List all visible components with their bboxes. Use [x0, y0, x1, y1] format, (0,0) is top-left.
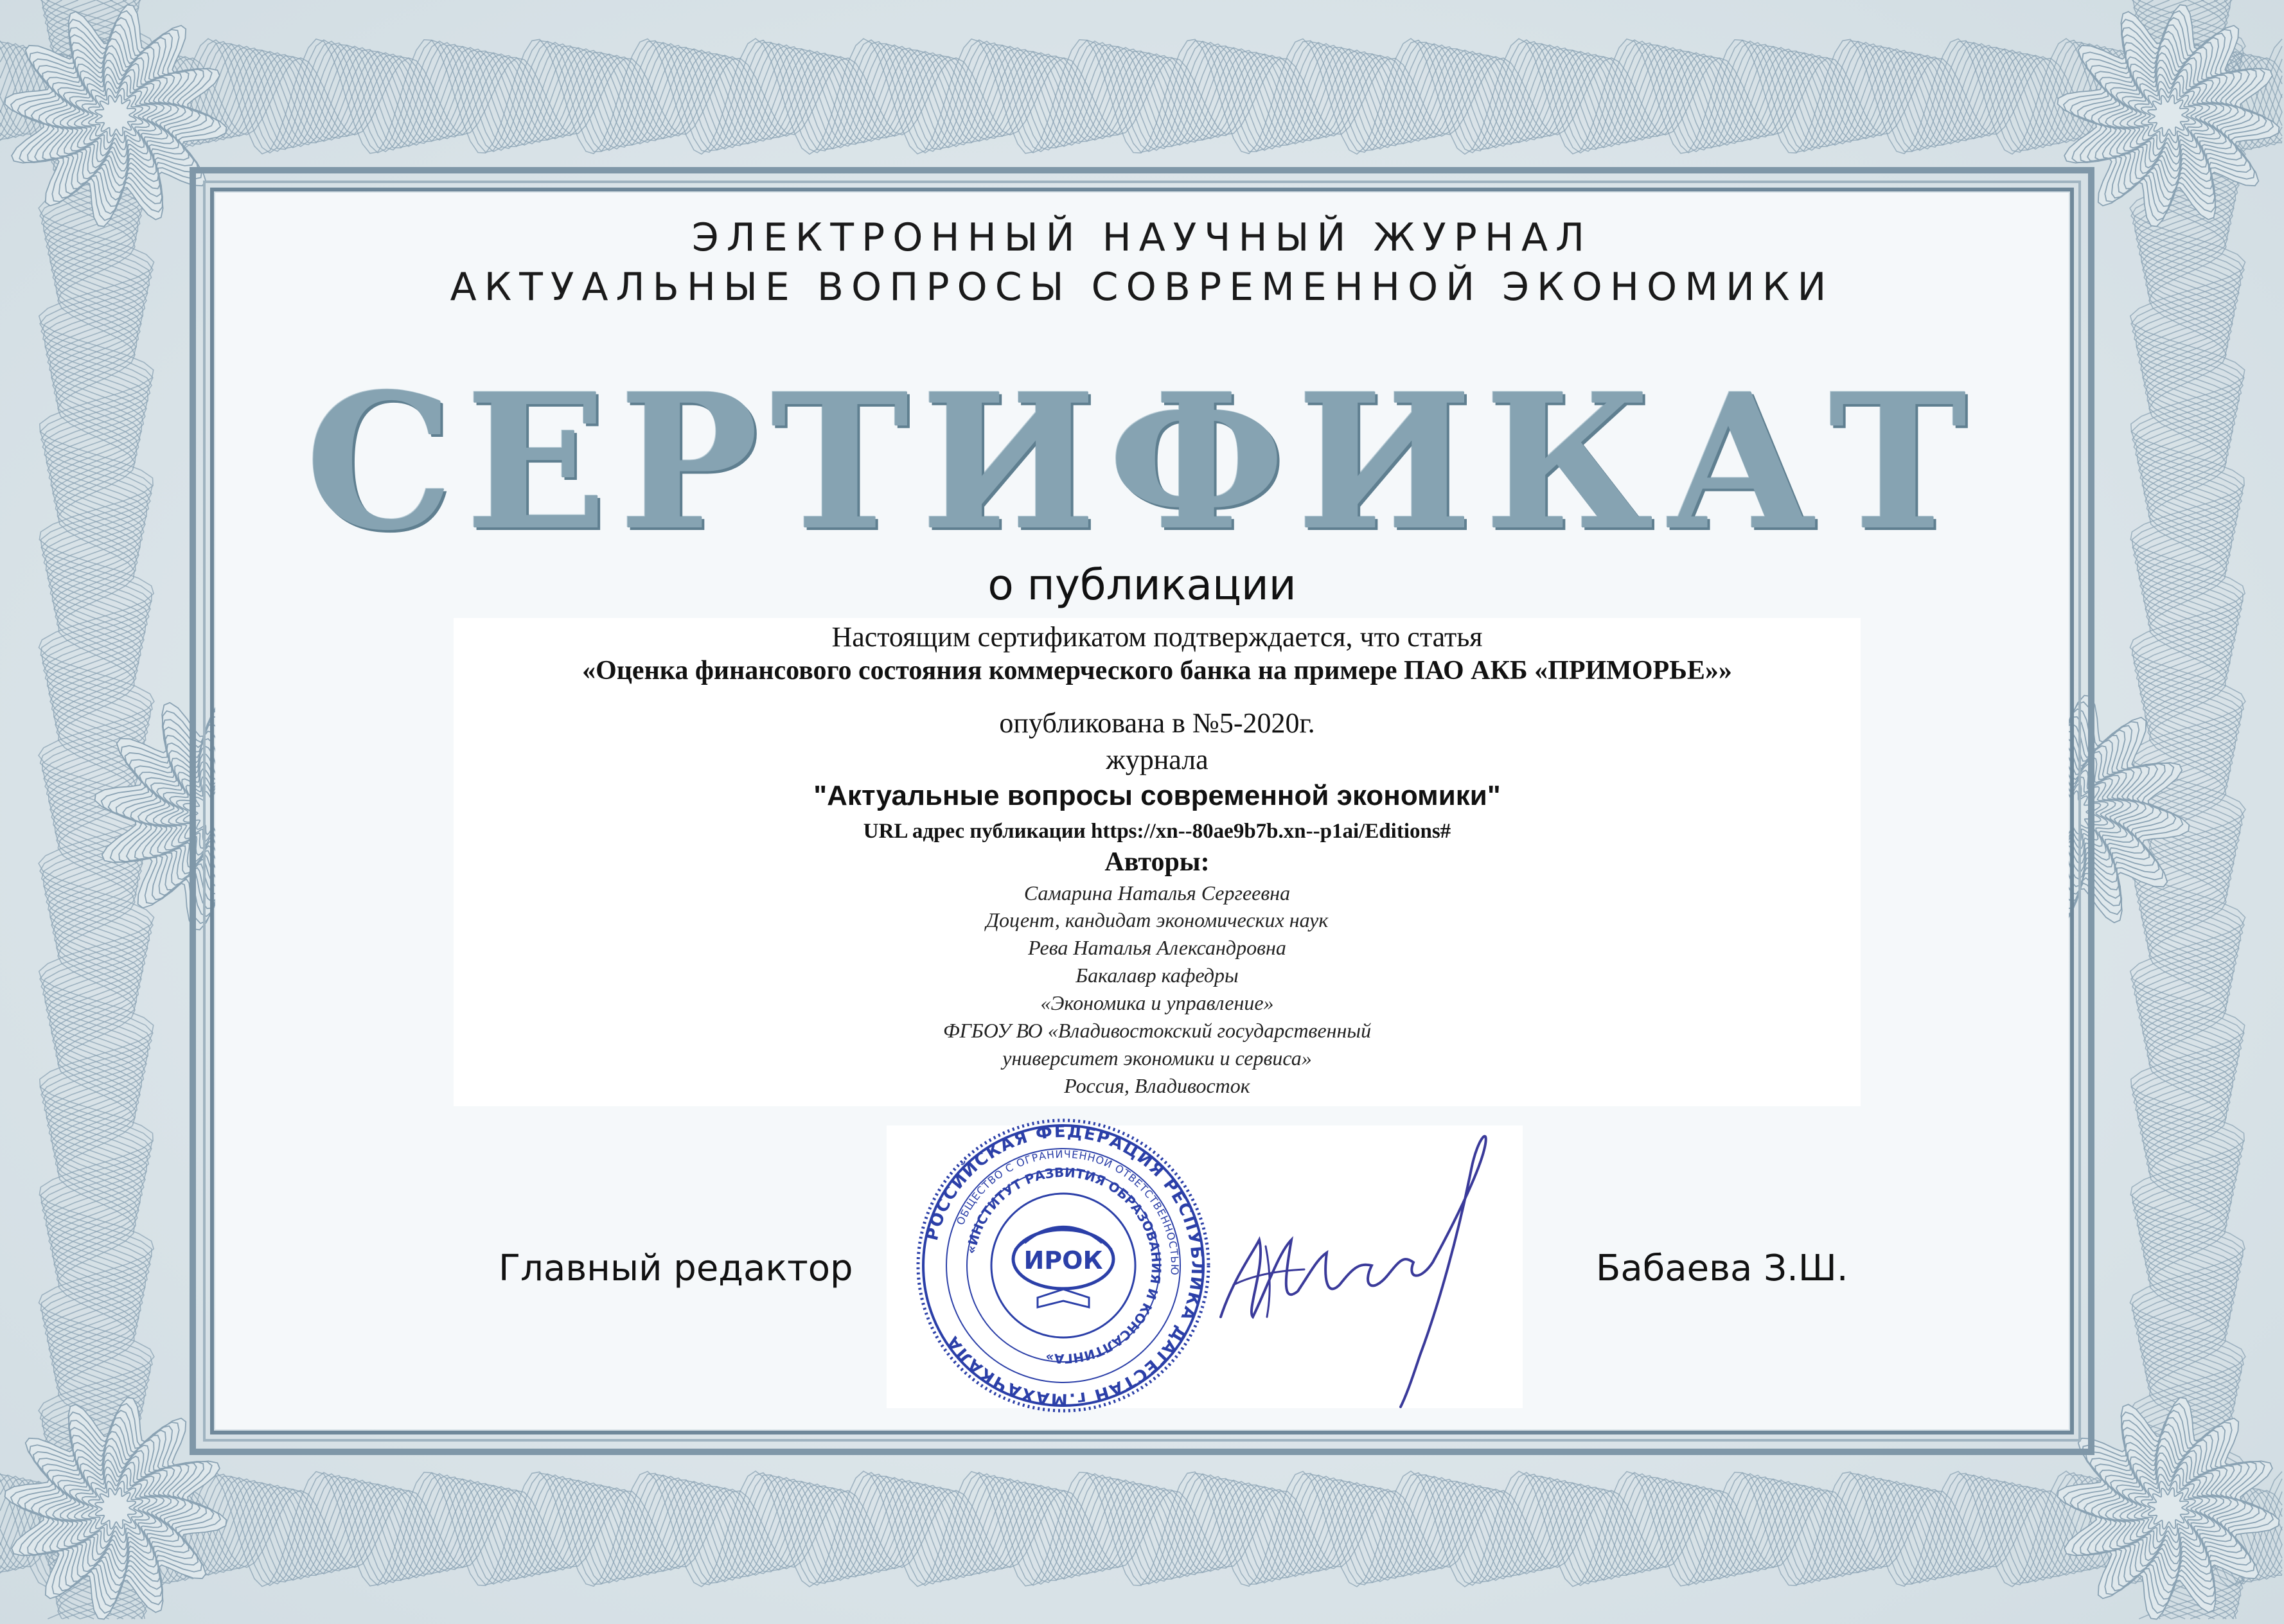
author-line: Россия, Владивосток	[1064, 1074, 1250, 1097]
certificate-title: СЕРТИФИКАТ	[305, 353, 1979, 572]
author-line: Бакалавр кафедры	[1076, 964, 1239, 987]
journal-title-line-1: ЭЛЕКТРОННЫЙ НАУЧНЫЙ ЖУРНАЛ	[691, 215, 1593, 260]
author-line: университет экономики и сервиса»	[1002, 1046, 1312, 1070]
intro-text: Настоящим сертификатом подтверждается, что статья	[831, 621, 1483, 653]
published-issue: опубликована в №5-2020г.	[999, 707, 1315, 739]
publication-details	[454, 618, 1861, 1106]
author-line: «Экономика и управление»	[1040, 991, 1274, 1014]
journal-word: журнала	[1106, 744, 1208, 775]
journal-title-line-2: АКТУАЛЬНЫЕ ВОПРОСЫ СОВРЕМЕННОЙ ЭКОНОМИКИ	[450, 265, 1834, 310]
author-line: Самарина Наталья Сергеевна	[1023, 881, 1291, 905]
official-seal	[912, 1115, 1214, 1417]
svg-text:«ИНСТИТУТ РАЗВИТИЯ ОБРАЗОВАНИЯ: «ИНСТИТУТ РАЗВИТИЯ ОБРАЗОВАНИЯ И КОНСАЛТИНГА»	[963, 1164, 1165, 1367]
svg-text:ОБЩЕСТВО С ОГРАНИЧЕННОЙ ОТВЕТС: ОБЩЕСТВО С ОГРАНИЧЕННОЙ ОТВЕТСТВЕННОСТЬЮ	[953, 1147, 1182, 1276]
editor-name: Бабаева З.Ш.	[1596, 1248, 1848, 1289]
author-line: Доцент, кандидат экономических наук	[986, 908, 1329, 931]
certificate-subtitle: о публикации	[987, 560, 1297, 610]
article-title: «Оценка финансового состояния коммерческого банка на примере ПАО АКБ «ПРИМОРЬЕ»»	[582, 656, 1732, 685]
svg-text:РОССИЙСКАЯ ФЕДЕРАЦИЯ РЕСПУБЛИК: РОССИЙСКАЯ ФЕДЕРАЦИЯ РЕСПУБЛИКА ДАГЕСТАН г.МАХАЧКАЛА	[922, 1122, 1207, 1409]
journal-name: "Актуальные вопросы современной экономики"	[813, 780, 1501, 811]
authors-heading: Авторы:	[1104, 847, 1210, 877]
author-line: ФГБОУ ВО «Владивостокский государственный	[943, 1019, 1372, 1042]
editor-signature	[1208, 1124, 1529, 1413]
publication-url: URL адрес публикации https://xn--80ae9b7b.xn--p1ai/Editions#	[863, 820, 1451, 843]
editor-label: Главный редактор	[499, 1248, 853, 1289]
author-line: Рева Наталья Александровна	[1028, 936, 1286, 959]
svg-text:ИРОК: ИРОК	[1023, 1246, 1103, 1275]
